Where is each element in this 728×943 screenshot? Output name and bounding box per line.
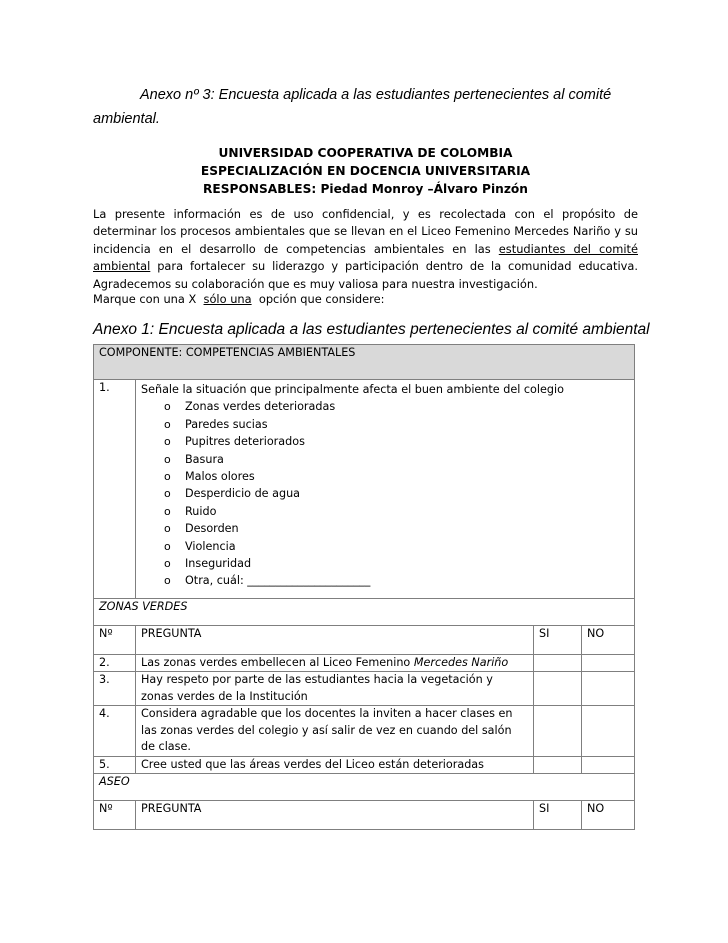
- option-item[interactable]: [164, 451, 629, 468]
- question-text: [136, 654, 534, 672]
- circle-bullet-icon: o: [164, 400, 171, 414]
- answer-no-cell[interactable]: [582, 654, 635, 672]
- option-item[interactable]: [164, 468, 629, 485]
- circle-bullet-icon: o: [164, 539, 171, 553]
- option-label: Desperdicio de agua: [185, 487, 301, 501]
- header-number: Nº: [94, 801, 136, 830]
- circle-bullet-icon: o: [164, 574, 171, 588]
- section-title-row: [94, 598, 635, 625]
- option-item[interactable]: [164, 433, 629, 450]
- instruction-after: opción que considere:: [251, 292, 385, 306]
- option-label: Otra, cuál: ______________________: [185, 574, 371, 588]
- circle-bullet-icon: o: [164, 452, 171, 466]
- option-item[interactable]: [164, 538, 629, 555]
- university-name: UNIVERSIDAD COOPERATIVA DE COLOMBIA: [218, 146, 513, 160]
- header-question: PREGUNTA: [136, 801, 534, 830]
- institution-header: [93, 144, 638, 198]
- question-number: 2.: [94, 654, 136, 672]
- option-label: Pupitres deteriorados: [185, 435, 305, 449]
- option-item[interactable]: [164, 398, 629, 415]
- question-text-main: Considera agradable que los docentes la inviten a hacer clases en las zonas verdes del colegio y así salir de vez en cuando del salón de clase.: [141, 707, 513, 754]
- question-1-cell: [136, 380, 635, 599]
- question-row: [94, 672, 635, 706]
- option-item[interactable]: [164, 416, 629, 433]
- option-label: Paredes sucias: [185, 417, 268, 431]
- question-text: [136, 706, 534, 757]
- circle-bullet-icon: o: [164, 522, 171, 536]
- option-label: Desorden: [185, 522, 239, 536]
- header-no: NO: [582, 625, 635, 654]
- annex-1-title: Anexo 1: Encuesta aplicada a las estudiantes pertenecientes al comité ambiental: [93, 321, 650, 338]
- circle-bullet-icon: o: [164, 504, 171, 518]
- option-label: Inseguridad: [185, 557, 252, 571]
- question-header-row: [94, 801, 635, 830]
- section-title-row: [94, 774, 635, 801]
- question-text: [136, 756, 534, 774]
- option-label: Malos olores: [185, 470, 255, 484]
- section-title: ASEO: [94, 774, 635, 801]
- instruction-line: [93, 291, 638, 308]
- question-header-row: [94, 625, 635, 654]
- option-label: Violencia: [185, 539, 236, 553]
- option-item[interactable]: [164, 485, 629, 502]
- answer-yes-cell[interactable]: [534, 706, 582, 757]
- answer-no-cell[interactable]: [582, 756, 635, 774]
- question-1-text: Señale la situación que principalmente afecta el buen ambiente del colegio: [141, 383, 564, 396]
- circle-bullet-icon: o: [164, 557, 171, 571]
- question-text-main: Las zonas verdes embellecen al Liceo Femenino: [141, 655, 414, 669]
- program-name: ESPECIALIZACIÓN EN DOCENCIA UNIVERSITARIA: [200, 164, 531, 178]
- question-1-row: [94, 380, 635, 599]
- header-yes: SI: [534, 625, 582, 654]
- circle-bullet-icon: o: [164, 487, 171, 501]
- circle-bullet-icon: o: [164, 470, 171, 484]
- section-title: ZONAS VERDES: [94, 598, 635, 625]
- question-text-main: Cree usted que las áreas verdes del Liceo están deterioradas: [141, 757, 484, 771]
- component-cell: COMPONENTE: COMPETENCIAS AMBIENTALES: [94, 345, 635, 380]
- question-row: [94, 654, 635, 672]
- question-number: 5.: [94, 756, 136, 774]
- header-question: PREGUNTA: [136, 625, 534, 654]
- option-item[interactable]: [164, 572, 629, 589]
- intro-text-2: para fortalecer su liderazgo y participación dentro de la comunidad educativa. Agradecemos su colaboración que es muy valiosa para nuestra investigación.: [93, 259, 638, 291]
- annex-3-title: Anexo nº 3: Encuesta aplicada a las estudiantes pertenecientes al comité ambiental.: [93, 87, 612, 127]
- header-number: Nº: [94, 625, 136, 654]
- answer-yes-cell[interactable]: [534, 672, 582, 706]
- question-text: [136, 672, 534, 706]
- header-yes: SI: [534, 801, 582, 830]
- component-row: [94, 345, 635, 380]
- answer-yes-cell[interactable]: [534, 654, 582, 672]
- question-1-options: [141, 398, 629, 597]
- option-item[interactable]: [164, 503, 629, 520]
- option-label: Zonas verdes deterioradas: [185, 400, 336, 414]
- option-item[interactable]: [164, 520, 629, 537]
- question-row: [94, 756, 635, 774]
- option-label: Basura: [185, 452, 224, 466]
- answer-no-cell[interactable]: [582, 672, 635, 706]
- answer-yes-cell[interactable]: [534, 756, 582, 774]
- option-item[interactable]: [164, 555, 629, 572]
- instruction-underlined: sólo una: [203, 292, 252, 306]
- intro-text-1: La presente información es de uso confidencial, y es recolectada con el propósito de determinar los procesos ambientales que se llevan en el Liceo Femenino Mercedes Nariño y su incidencia en el desarrollo de competencias ambientales en las: [93, 207, 638, 256]
- intro-paragraph: [93, 206, 638, 293]
- answer-no-cell[interactable]: [582, 706, 635, 757]
- question-text-main: Hay respeto por parte de las estudiantes hacia la vegetación y zonas verdes de la Institución: [141, 673, 493, 703]
- survey-table: [93, 344, 635, 830]
- question-number: 4.: [94, 706, 136, 757]
- option-label: Ruido: [185, 504, 217, 518]
- circle-bullet-icon: o: [164, 435, 171, 449]
- circle-bullet-icon: o: [164, 417, 171, 431]
- instruction-before: Marque con una X: [93, 292, 204, 306]
- responsibles: RESPONSABLES: Piedad Monroy –Álvaro Pinzón: [203, 182, 528, 196]
- question-1-number: 1.: [94, 380, 136, 599]
- question-number: 3.: [94, 672, 136, 706]
- question-text-italic: Mercedes Nariño: [413, 655, 509, 669]
- intro-underlined: estudiantes del comité ambiental: [93, 241, 638, 274]
- question-row: [94, 706, 635, 757]
- header-no: NO: [582, 801, 635, 830]
